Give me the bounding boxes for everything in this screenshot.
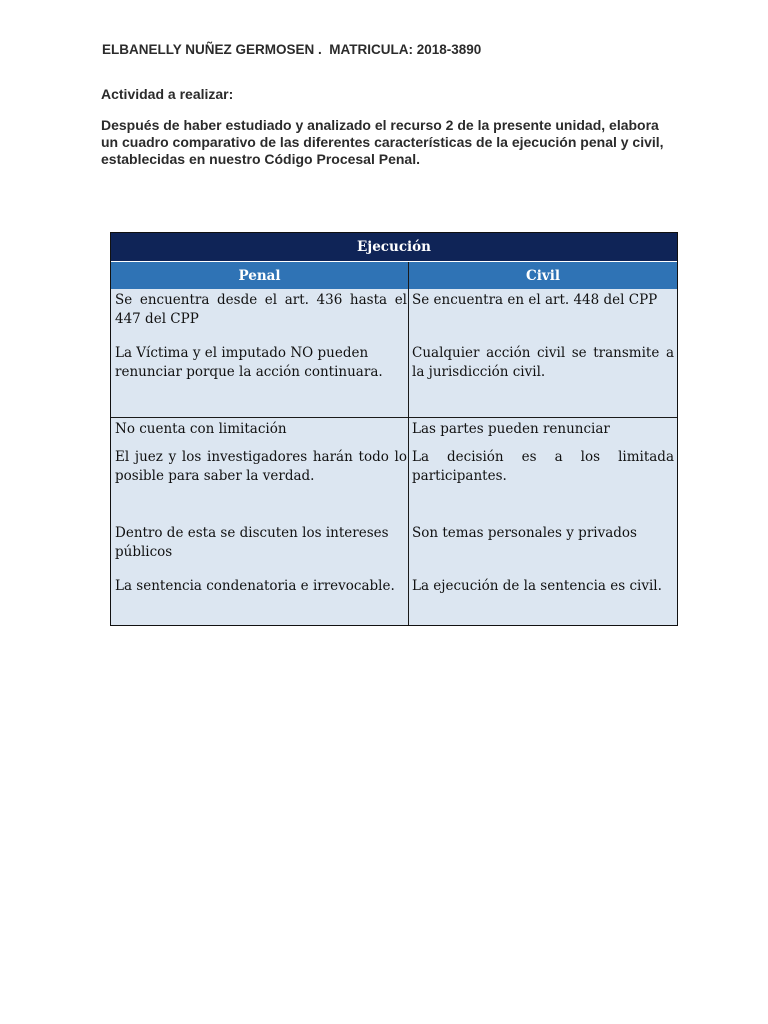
cell-penal-2: La Víctima y el imputado NO pueden renunciar porque la acción continuara. (115, 345, 383, 380)
row-divider (111, 417, 677, 418)
activity-title: Actividad a realizar: (101, 86, 234, 102)
cell-civil-6: La ejecución de la sentencia es civil. (412, 578, 662, 594)
cell-civil-2: Cualquier acción civil se transmite a la jurisdicción civil. (412, 345, 674, 380)
column-header-civil: Civil (526, 267, 560, 284)
instruction-line: Después de haber estudiado y analizado el recurso 2 de la presente unidad, elabora (101, 117, 659, 133)
table-title: Ejecución (111, 233, 677, 261)
student-header: ELBANELLY NUÑEZ GERMOSEN . MATRICULA: 2018-3890 (102, 42, 482, 57)
cell-civil-4-text: La decisión es a los limitada participantes. (412, 449, 674, 484)
activity-instructions (101, 117, 664, 168)
column-header-penal: Penal (111, 262, 409, 289)
cell-penal-6: La sentencia condenatoria e irrevocable. (115, 578, 395, 594)
cell-penal-5: Dentro de esta se discuten los intereses públicos (115, 525, 389, 560)
instruction-line: establecidas en nuestro Código Procesal Penal. (101, 151, 420, 167)
cell-civil-3: Las partes pueden renunciar (412, 421, 610, 437)
cell-civil-4 (412, 448, 674, 486)
table-header-row (111, 261, 677, 289)
instruction-line: un cuadro comparativo de las diferentes características de la ejecución penal y civil, (101, 134, 664, 150)
cell-civil-1: Se encuentra en el art. 448 del CPP (412, 292, 658, 308)
cell-penal-4: El juez y los investigadores harán todo lo posible para saber la verdad. (115, 449, 407, 484)
cell-penal-1: Se encuentra desde el art. 436 hasta el 447 del CPP (115, 292, 407, 327)
comparison-table (110, 232, 678, 626)
cell-penal-3: No cuenta con limitación (115, 421, 287, 437)
column-divider (408, 289, 409, 625)
cell-civil-5: Son temas personales y privados (412, 525, 637, 541)
